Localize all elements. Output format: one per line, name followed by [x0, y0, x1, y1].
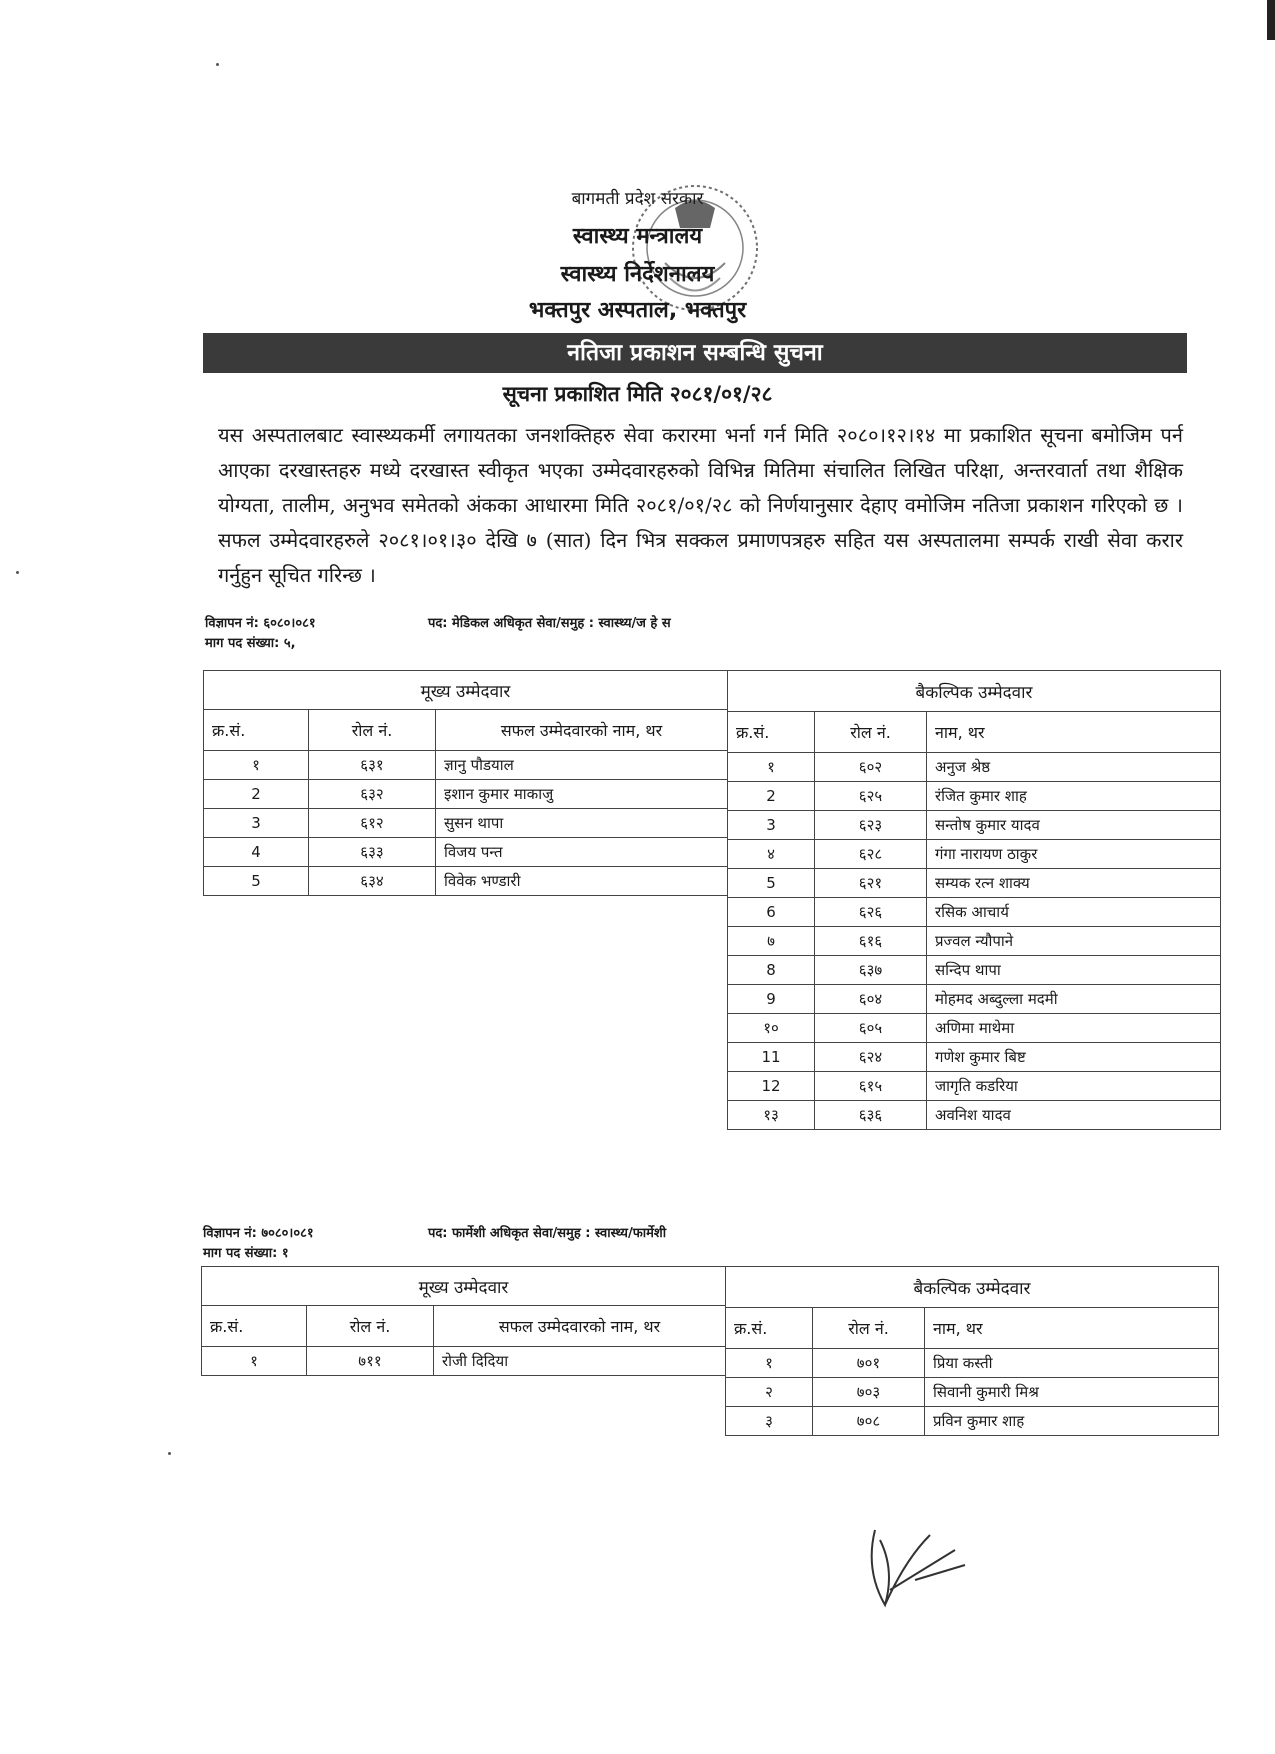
table-row [204, 809, 728, 838]
table-row [204, 780, 728, 809]
roll-cell: ७०३ [813, 1378, 925, 1407]
letterhead-ministry: स्वास्थ्य मन्त्रालय [572, 224, 703, 249]
name-cell: सम्यक रत्न शाक्य [927, 869, 1221, 898]
col-roll: रोल नं. [309, 710, 436, 751]
col-serial: क्र.सं. [204, 710, 309, 751]
name-cell: विवेक भण्डारी [436, 867, 728, 896]
name-cell: प्रिया कस्ती [925, 1349, 1219, 1378]
col-serial: क्र.सं. [728, 712, 815, 753]
section1-alt-table [727, 670, 1221, 1130]
roll-cell: ६२१ [815, 869, 927, 898]
table-row [728, 927, 1221, 956]
section2-alt-title: बैकल्पिक उम्मेदवार [726, 1267, 1219, 1308]
roll-cell: ६३३ [309, 838, 436, 867]
section1-alt-rows [728, 753, 1221, 1130]
roll-cell: ६१२ [309, 809, 436, 838]
roll-cell: ७११ [307, 1347, 434, 1376]
serial-cell: ७ [728, 927, 815, 956]
roll-cell: ६२३ [815, 811, 927, 840]
scan-speck [216, 63, 219, 66]
name-cell: गणेश कुमार बिष्ट [927, 1043, 1221, 1072]
table-row [728, 1072, 1221, 1101]
roll-cell: ६२५ [815, 782, 927, 811]
letterhead-government: बागमती प्रदेश सरकार [571, 189, 704, 209]
serial-cell: 5 [204, 867, 309, 896]
serial-cell: १ [726, 1349, 813, 1378]
table-row [728, 840, 1221, 869]
table-row [728, 985, 1221, 1014]
name-cell: मोहमद अब्दुल्ला मदमी [927, 985, 1221, 1014]
name-cell: सिवानी कुमारी मिश्र [925, 1378, 1219, 1407]
table-row [728, 898, 1221, 927]
table-row [204, 751, 728, 780]
serial-cell: 3 [728, 811, 815, 840]
letterhead-directorate: स्वास्थ्य निर्देशनालय [560, 262, 715, 287]
col-name: सफल उम्मेदवारको नाम, थर [434, 1306, 726, 1347]
name-cell: प्रविन कुमार शाह [925, 1407, 1219, 1436]
serial-cell: 9 [728, 985, 815, 1014]
table-row [728, 869, 1221, 898]
serial-cell: 2 [728, 782, 815, 811]
name-cell: अवनिश यादव [927, 1101, 1221, 1130]
section1-positions: माग पद संख्या: ५, [205, 636, 296, 651]
roll-cell: ७०८ [813, 1407, 925, 1436]
table-row [728, 1014, 1221, 1043]
table-row [204, 838, 728, 867]
table-row [728, 782, 1221, 811]
name-cell: रोजी दिदिया [434, 1347, 726, 1376]
col-serial: क्र.सं. [202, 1306, 307, 1347]
table-row [726, 1407, 1219, 1436]
serial-cell: १ [202, 1347, 307, 1376]
serial-cell: 8 [728, 956, 815, 985]
roll-cell: ६३१ [309, 751, 436, 780]
table-row [728, 1101, 1221, 1130]
roll-cell: ६३२ [309, 780, 436, 809]
name-cell: रसिक आचार्य [927, 898, 1221, 927]
col-name: नाम, थर [927, 712, 1221, 753]
signature-icon [855, 1510, 975, 1620]
name-cell: सन्तोष कुमार यादव [927, 811, 1221, 840]
name-cell: इशान कुमार माकाजु [436, 780, 728, 809]
section1-main-rows [204, 751, 728, 896]
name-cell: गंगा नारायण ठाकुर [927, 840, 1221, 869]
serial-cell: 2 [204, 780, 309, 809]
name-cell: अणिमा माथेमा [927, 1014, 1221, 1043]
serial-cell: 5 [728, 869, 815, 898]
name-cell: प्रज्वल न्यौपाने [927, 927, 1221, 956]
section2-alt-rows [726, 1349, 1219, 1436]
scan-speck [16, 571, 19, 574]
serial-cell: १३ [728, 1101, 815, 1130]
section1-ad-number: विज्ञापन नं: ६०८०।०८१ [205, 616, 316, 631]
serial-cell: 6 [728, 898, 815, 927]
serial-cell: १ [204, 751, 309, 780]
table-row [726, 1378, 1219, 1407]
roll-cell: ६२६ [815, 898, 927, 927]
notice-body: यस अस्पतालबाट स्वास्थ्यकर्मी लगायतका जनशक्तिहरु सेवा करारमा भर्ना गर्न मिति २०८०।१२।१४ मा प्रकाशित सूचना बमोजिम पर्न आएका दरखास्तहरु मध्ये दरखास्त स्वीकृत भएका उम्मेदवारहरुको विभिन्न मितिमा संचालित लिखित परिक्षा, अन्तरवार्ता तथा शैक्षिक योग्यता, तालीम, अनुभव समेतको अंकका आधारमा मिति २०८१/०१/२८ को निर्णयानुसार देहाए वमोजिम नतिजा प्रकाशन गरिएको छ । सफल उम्मेदवारहरुले २०८१।०१।३० देखि ७ (सात) दिन भित्र सक्कल प्रमाणपत्रहरु सहित यस अस्पतालमा सम्पर्क राखी सेवा करार गर्नुहुन सूचित गरिन्छ । [218, 423, 1183, 587]
col-roll: रोल नं. [307, 1306, 434, 1347]
table-row [728, 753, 1221, 782]
table-row [726, 1349, 1219, 1378]
roll-cell: ६३४ [309, 867, 436, 896]
roll-cell: ६२४ [815, 1043, 927, 1072]
roll-cell: ६३७ [815, 956, 927, 985]
serial-cell: १ [728, 753, 815, 782]
col-roll: रोल नं. [815, 712, 927, 753]
section1-alt-title: बैकल्पिक उम्मेदवार [728, 671, 1221, 712]
col-name: नाम, थर [925, 1308, 1219, 1349]
section2-alt-table [725, 1266, 1219, 1436]
section1-post: पद: मेडिकल अधिकृत सेवा/समुह : स्वास्थ्य/ज हे स [428, 616, 671, 631]
table-row [204, 867, 728, 896]
serial-cell: 11 [728, 1043, 815, 1072]
name-cell: अनुज श्रेष्ठ [927, 753, 1221, 782]
name-cell: सन्दिप थापा [927, 956, 1221, 985]
section1-main-table [203, 670, 728, 896]
section2-post: पद: फार्मेशी अधिकृत सेवा/समुह : स्वास्थ्य/फार्मेशी [428, 1226, 667, 1241]
table-row [728, 1043, 1221, 1072]
roll-cell: ६०२ [815, 753, 927, 782]
col-serial: क्र.सं. [726, 1308, 813, 1349]
roll-cell: ७०१ [813, 1349, 925, 1378]
serial-cell: १० [728, 1014, 815, 1043]
col-roll: रोल नं. [813, 1308, 925, 1349]
serial-cell: २ [726, 1378, 813, 1407]
roll-cell: ६१५ [815, 1072, 927, 1101]
table-row [202, 1347, 726, 1376]
roll-cell: ६०५ [815, 1014, 927, 1043]
serial-cell: ४ [728, 840, 815, 869]
serial-cell: 4 [204, 838, 309, 867]
roll-cell: ६०४ [815, 985, 927, 1014]
scan-speck [168, 1452, 171, 1455]
roll-cell: ६१६ [815, 927, 927, 956]
section2-ad-number: विज्ञापन नं: ७०८०।०८१ [203, 1226, 314, 1241]
section1-main-title: मूख्य उम्मेदवार [204, 671, 728, 710]
serial-cell: 12 [728, 1072, 815, 1101]
name-cell: रंजित कुमार शाह [927, 782, 1221, 811]
table-row [728, 811, 1221, 840]
table-row [728, 956, 1221, 985]
letterhead-hospital: भक्तपुर अस्पताल, भक्तपुर [528, 298, 747, 323]
serial-cell: 3 [204, 809, 309, 838]
section2-positions: माग पद संख्या: १ [203, 1246, 289, 1261]
col-name: सफल उम्मेदवारको नाम, थर [436, 710, 728, 751]
name-cell: सुसन थापा [436, 809, 728, 838]
section2-main-table [201, 1266, 726, 1376]
section2-main-title: मूख्य उम्मेदवार [202, 1267, 726, 1306]
roll-cell: ६२८ [815, 840, 927, 869]
section2-main-rows [202, 1347, 726, 1376]
publish-date: सूचना प्रकाशित मिति २०८१/०१/२८ [502, 382, 773, 406]
roll-cell: ६३६ [815, 1101, 927, 1130]
scan-edge [1267, 0, 1275, 40]
name-cell: विजय पन्त [436, 838, 728, 867]
name-cell: ज्ञानु पौडयाल [436, 751, 728, 780]
serial-cell: ३ [726, 1407, 813, 1436]
notice-banner: नतिजा प्रकाशन सम्बन्धि सुचना [203, 333, 1187, 373]
name-cell: जागृति कडरिया [927, 1072, 1221, 1101]
